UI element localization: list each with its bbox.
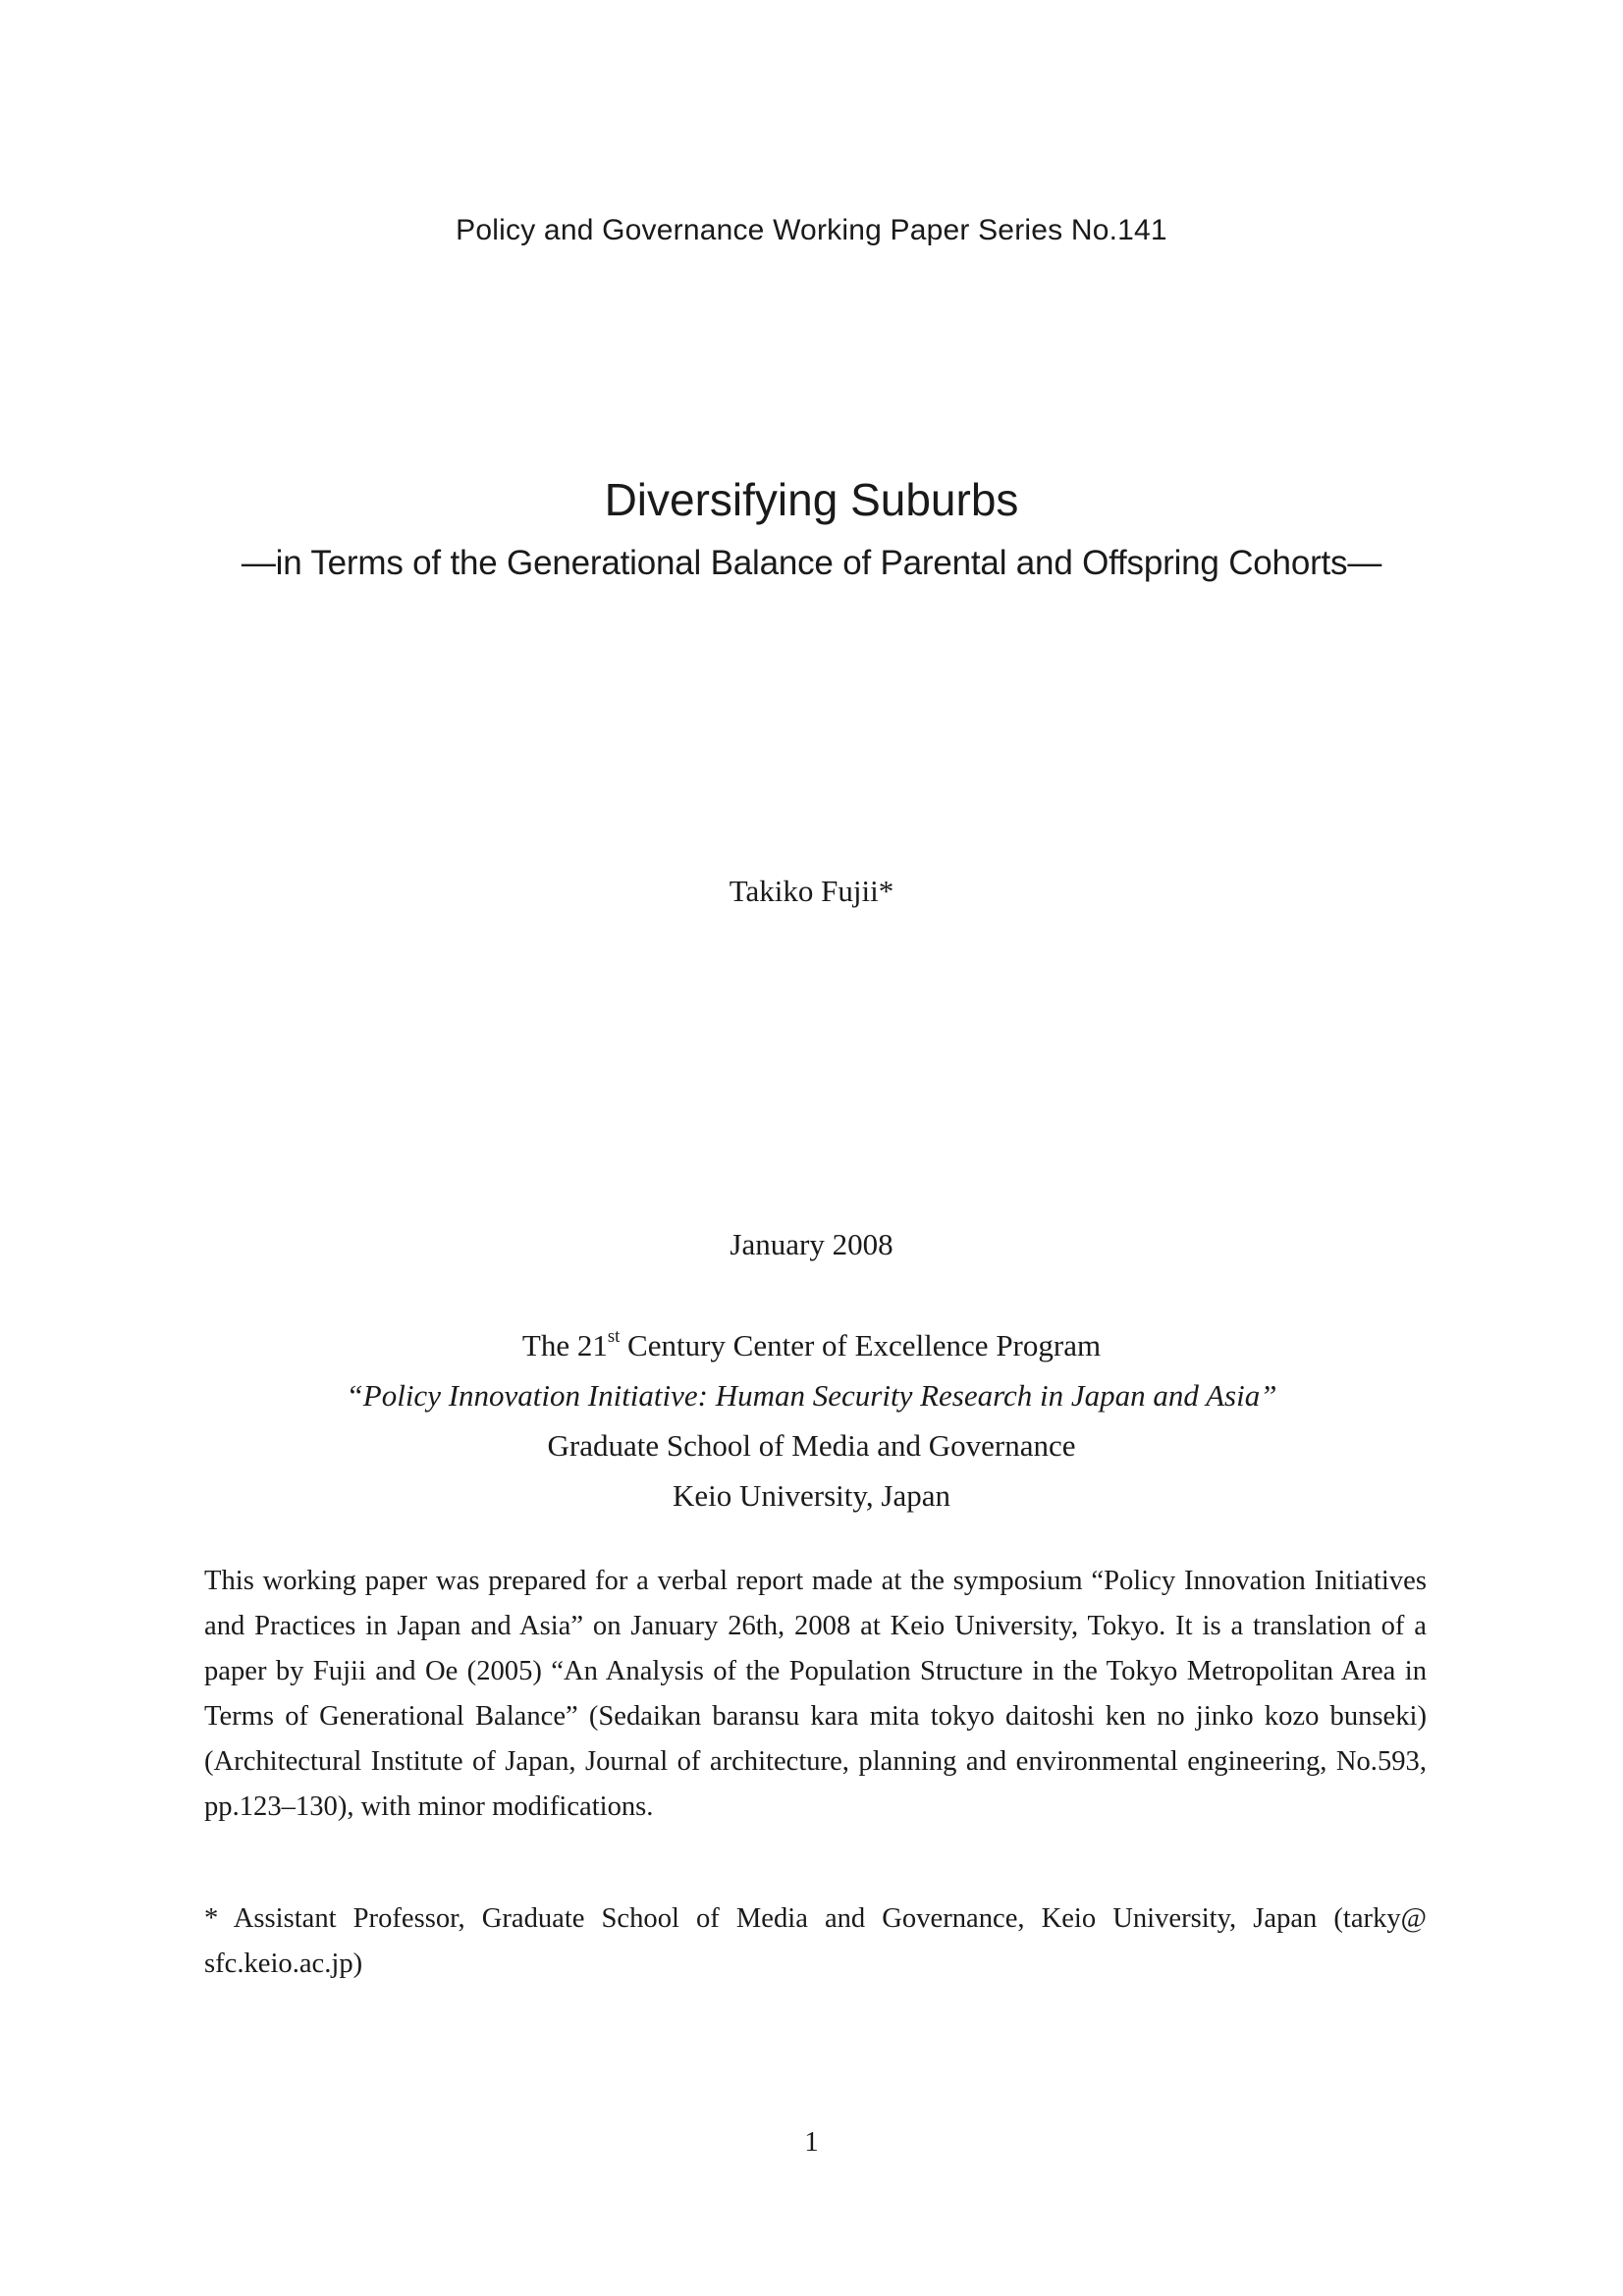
paper-subtitle: —in Terms of the Generational Balance of Parental and Offspring Cohorts— bbox=[241, 544, 1382, 582]
publication-date: January 2008 bbox=[730, 1227, 893, 1261]
program-line-1-sup: st bbox=[607, 1326, 621, 1348]
program-block bbox=[0, 1320, 1623, 1521]
program-line-3: Graduate School of Media and Governance bbox=[547, 1428, 1076, 1463]
program-line-1-suffix: Century Center of Excellence Program bbox=[620, 1328, 1102, 1362]
abstract-paragraph: This working paper was prepared for a verbal report made at the symposium “Policy Innovation Initiatives and Practices in Japan and Asia” on January 26th, 2008 at Keio University, Tokyo. It is a translation of a paper by Fujii and Oe (2005) “An Analysis of the Population Structure in the Tokyo Metropolitan Area in Terms of Generational Balance” (Sedaikan baransu kara mita tokyo daitoshi ken no jinko kozo bunseki) (Architectural Institute of Japan, Journal of architecture, planning and environmental engineering, No.593, pp.123–130), with minor modifications. bbox=[204, 1566, 1427, 1822]
author-name: Takiko Fujii* bbox=[729, 874, 894, 908]
program-line-2: “Policy Innovation Initiative: Human Security Research in Japan and Asia” bbox=[346, 1378, 1277, 1413]
paper-title: Diversifying Suburbs bbox=[604, 474, 1019, 525]
program-line-4: Keio University, Japan bbox=[673, 1478, 950, 1513]
page-number: 1 bbox=[804, 2126, 819, 2158]
series-header: Policy and Governance Working Paper Series No.141 bbox=[456, 214, 1167, 246]
program-line-1 bbox=[0, 1320, 1623, 1370]
program-line-1-prefix: The 21 bbox=[521, 1328, 608, 1362]
author-footnote: * Assistant Professor, Graduate School of Media and Governance, Keio University, Japan (tarky@ sfc.keio.ac.jp) bbox=[204, 1903, 1427, 1979]
